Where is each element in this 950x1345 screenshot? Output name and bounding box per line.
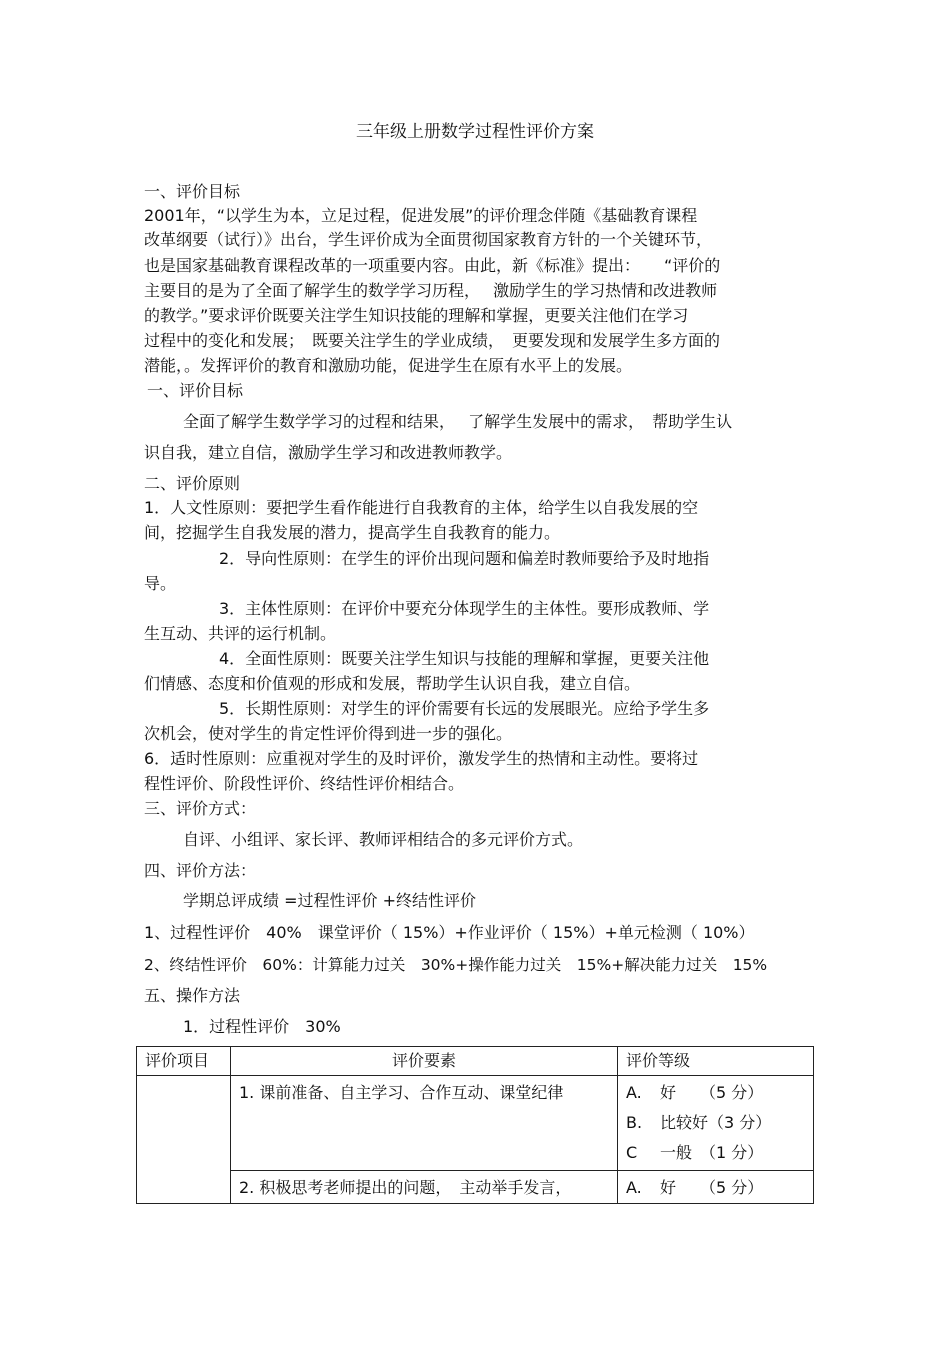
section-heading: 四、评价方法： (144, 861, 257, 880)
table-header-cell: 评价要素 (231, 1047, 618, 1076)
paragraph-line: 改革纲要（试行）》出台，学生评价成为全面贯彻国家教育方针的一个关键环节， (144, 230, 713, 249)
paragraph-line: 识自我，建立自信，激励学生学习和改进教师教学。 (144, 443, 513, 462)
grade-option (626, 1078, 805, 1108)
paragraph-line: 程性评价、阶段性评价、终结性评价相结合。 (144, 774, 465, 793)
paragraph-line: 们情感、态度和价值观的形成和发展，帮助学生认识自我，建立自信。 (144, 674, 641, 693)
paragraph-line: 全面了解学生数学学习的过程和结果， 了解学生发展中的需求， 帮助学生认 (183, 412, 733, 431)
grade-label: 好 （5 分） (660, 1083, 764, 1102)
section-heading: 二、评价原则 (144, 474, 241, 493)
requirement-text: 1. 课前准备、自主学习、合作互动、课堂纪律 (239, 1083, 564, 1102)
paragraph-line: 导。 (144, 574, 177, 593)
paragraph-line: 主要目的是为了全面了解学生的数学学习历程， 激励学生的学习热情和改进教师 (144, 281, 718, 300)
table-row (137, 1076, 814, 1171)
paragraph-line: 1、过程性评价 40% 课堂评价（ 15%）+作业评价（ 15%）+单元检测（ 10%） (144, 923, 755, 942)
grade-key: A. (626, 1178, 642, 1197)
grade-option (626, 1108, 805, 1138)
paragraph-line: 4．全面性原则：既要关注学生知识与技能的理解和掌握，更要关注他 (219, 649, 710, 668)
paragraph-line: 潜能，。发挥评价的教育和激励功能，促进学生在原有水平上的发展。 (144, 356, 633, 375)
grade-label: 一般 （1 分） (660, 1143, 764, 1162)
paragraph-line: 也是国家基础教育课程改革的一项重要内容。由此，新《标准》提出： “评价的 (144, 256, 721, 275)
grade-key: C (626, 1143, 638, 1162)
section-heading: 一、评价目标 (147, 381, 244, 400)
table-cell-requirement (231, 1076, 618, 1171)
paragraph-line: 自评、小组评、家长评、教师评相结合的多元评价方式。 (183, 830, 584, 849)
paragraph-line: 2、终结性评价 60%：计算能力过关 30%+操作能力过关 15%+解决能力过关 15% (144, 956, 768, 974)
table-cell-grades (618, 1076, 814, 1171)
table-cell-item (137, 1076, 231, 1204)
paragraph-line: 学期总评成绩 =过程性评价 +终结性评价 (183, 891, 476, 910)
grade-label: 好 （5 分） (660, 1178, 764, 1197)
paragraph-line: 过程中的变化和发展； 既要关注学生的学业成绩， 更要发现和发展学生多方面的 (144, 331, 721, 350)
table-header-cell: 评价等级 (618, 1047, 814, 1076)
paragraph-line: 2．导向性原则：在学生的评价出现问题和偏差时教师要给予及时地指 (219, 549, 710, 568)
grade-key: B. (626, 1113, 643, 1132)
paragraph-line: 的教学。”要求评价既要关注学生知识技能的理解和掌握，更要关注他们在学习 (144, 306, 689, 325)
section-heading: 一、评价目标 (144, 182, 241, 201)
grade-option (626, 1138, 805, 1168)
table-row (137, 1171, 814, 1204)
paragraph-line: 间，挖掘学生自我发展的潜力，提高学生自我教育的能力。 (144, 523, 561, 542)
paragraph-line: 2001年，“以学生为本，立足过程，促进发展”的评价理念伴随《基础教育课程 (144, 206, 698, 225)
grade-option (626, 1173, 805, 1203)
table-cell-grades (618, 1171, 814, 1204)
paragraph-line: 3．主体性原则：在评价中要充分体现学生的主体性。要形成教师、学 (219, 599, 710, 618)
paragraph-line: 生互动、共评的运行机制。 (144, 624, 337, 643)
section-heading: 三、评价方式： (144, 799, 257, 818)
page-title: 三年级上册数学过程性评价方案 (356, 122, 594, 142)
evaluation-table (136, 1046, 814, 1204)
paragraph-line: 5．长期性原则：对学生的评价需要有长远的发展眼光。应给予学生多 (219, 699, 710, 718)
grade-key: A. (626, 1083, 642, 1102)
table-header-cell: 评价项目 (137, 1047, 231, 1076)
section-heading: 五、操作方法 (144, 986, 241, 1005)
paragraph-line: 1．人文性原则：要把学生看作能进行自我教育的主体，给学生以自我发展的空 (144, 498, 699, 517)
paragraph-line: 次机会，使对学生的肯定性评价得到进一步的强化。 (144, 724, 513, 743)
paragraph-line: 1．过程性评价 30% (183, 1017, 341, 1036)
table-header-row (137, 1047, 814, 1076)
table-cell-requirement: 2. 积极思考老师提出的问题， 主动举手发言， (231, 1171, 618, 1204)
paragraph-line: 6．适时性原则：应重视对学生的及时评价，激发学生的热情和主动性。要将过 (144, 749, 699, 768)
grade-label: 比较好（3 分） (660, 1113, 772, 1132)
